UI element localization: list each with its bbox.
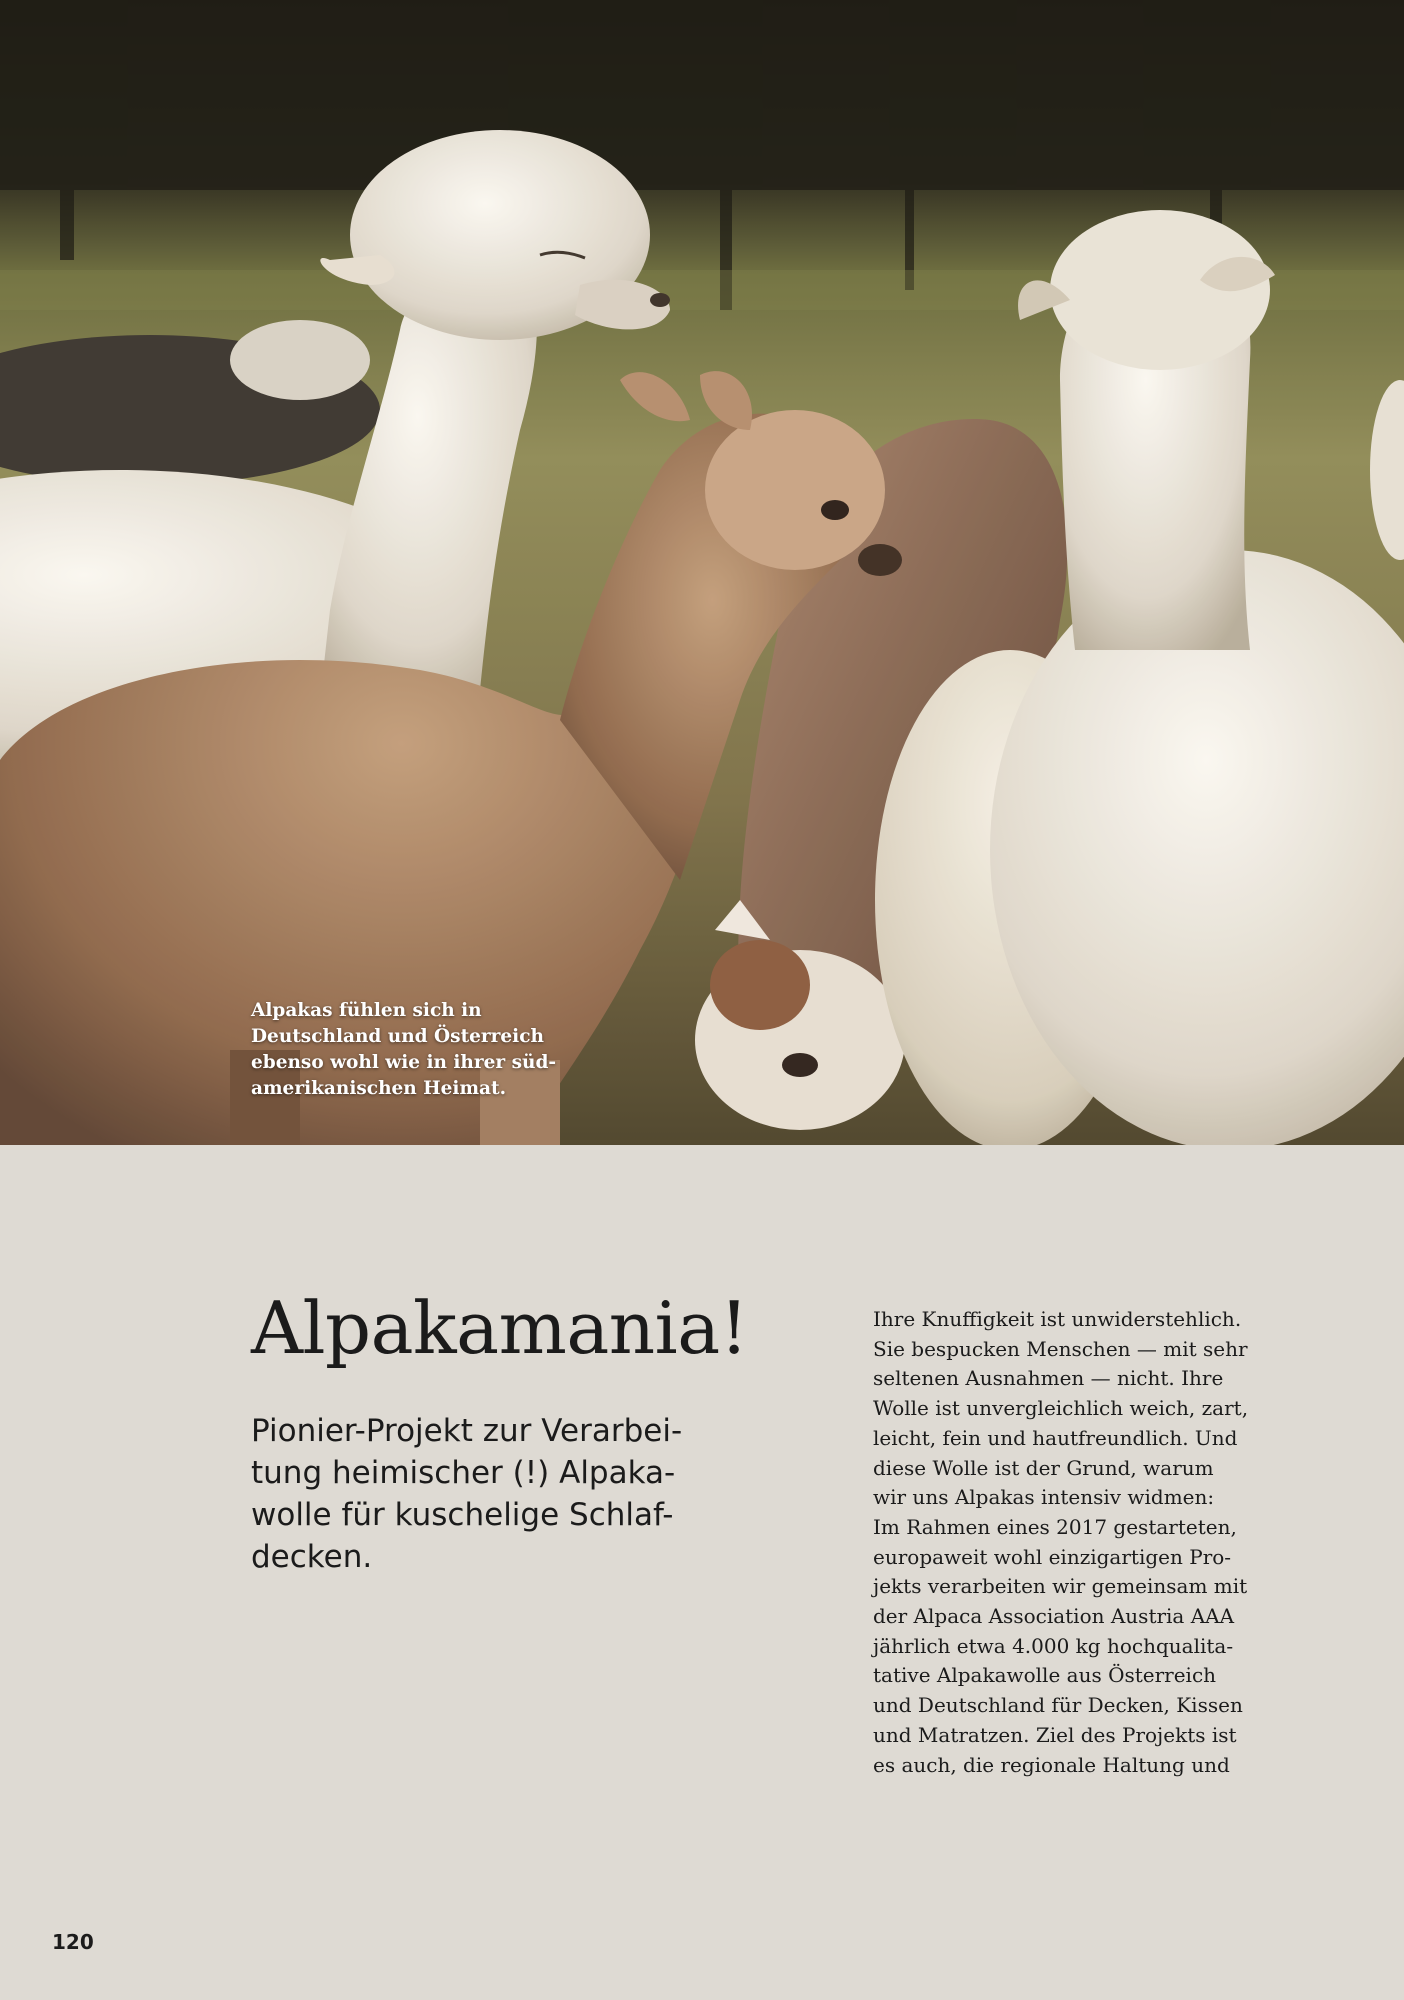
caption-line: ebenso wohl wie in ihrer süd-: [251, 1052, 557, 1073]
body-line: der Alpaca Association Austria AAA: [873, 1604, 1235, 1629]
body-line: es auch, die regionale Haltung und: [873, 1752, 1230, 1777]
body-line: jährlich etwa 4.000 kg hochqualita-: [873, 1633, 1234, 1658]
subtitle-line: tung heimischer (!) Alpaka-: [251, 1455, 676, 1491]
body-line: tative Alpakawolle aus Österreich: [873, 1663, 1217, 1688]
subtitle-line: Pionier-Projekt zur Verarbei-: [251, 1413, 683, 1449]
caption-line: amerikanischen Heimat.: [251, 1078, 507, 1099]
subtitle-line: wolle für kuschelige Schlaf-: [251, 1497, 674, 1533]
body-line: und Deutschland für Decken, Kissen: [873, 1693, 1243, 1718]
body-line: jekts verarbeiten wir gemeinsam mit: [873, 1574, 1248, 1599]
body-line: Wolle ist unvergleichlich weich, zart,: [873, 1396, 1249, 1421]
body-line: Ihre Knuffigkeit ist unwiderstehlich.: [873, 1307, 1242, 1331]
article-subtitle: [251, 1410, 811, 1578]
article-body: [873, 1305, 1313, 1780]
article-headline: Alpakamania!: [251, 1286, 749, 1370]
subtitle-line: decken.: [251, 1539, 373, 1575]
body-line: und Matratzen. Ziel des Projekts ist: [873, 1722, 1237, 1747]
body-line: europaweit wohl einzigartigen Pro-: [873, 1544, 1232, 1569]
page-number: 120: [52, 1930, 94, 1954]
caption-line: Deutschland und Österreich: [251, 1026, 544, 1047]
body-line: Im Rahmen eines 2017 gestarteten,: [873, 1514, 1237, 1539]
body-line: Sie bespucken Menschen — mit sehr: [873, 1336, 1248, 1361]
caption-line: Alpakas fühlen sich in: [251, 1000, 482, 1021]
body-line: diese Wolle ist der Grund, warum: [873, 1455, 1214, 1480]
photo-caption: [251, 998, 581, 1102]
body-line: wir uns Alpakas intensiv widmen:: [873, 1485, 1215, 1510]
body-line: leicht, fein und hautfreundlich. Und: [873, 1425, 1238, 1450]
body-line: seltenen Ausnahmen — nicht. Ihre: [873, 1366, 1224, 1391]
